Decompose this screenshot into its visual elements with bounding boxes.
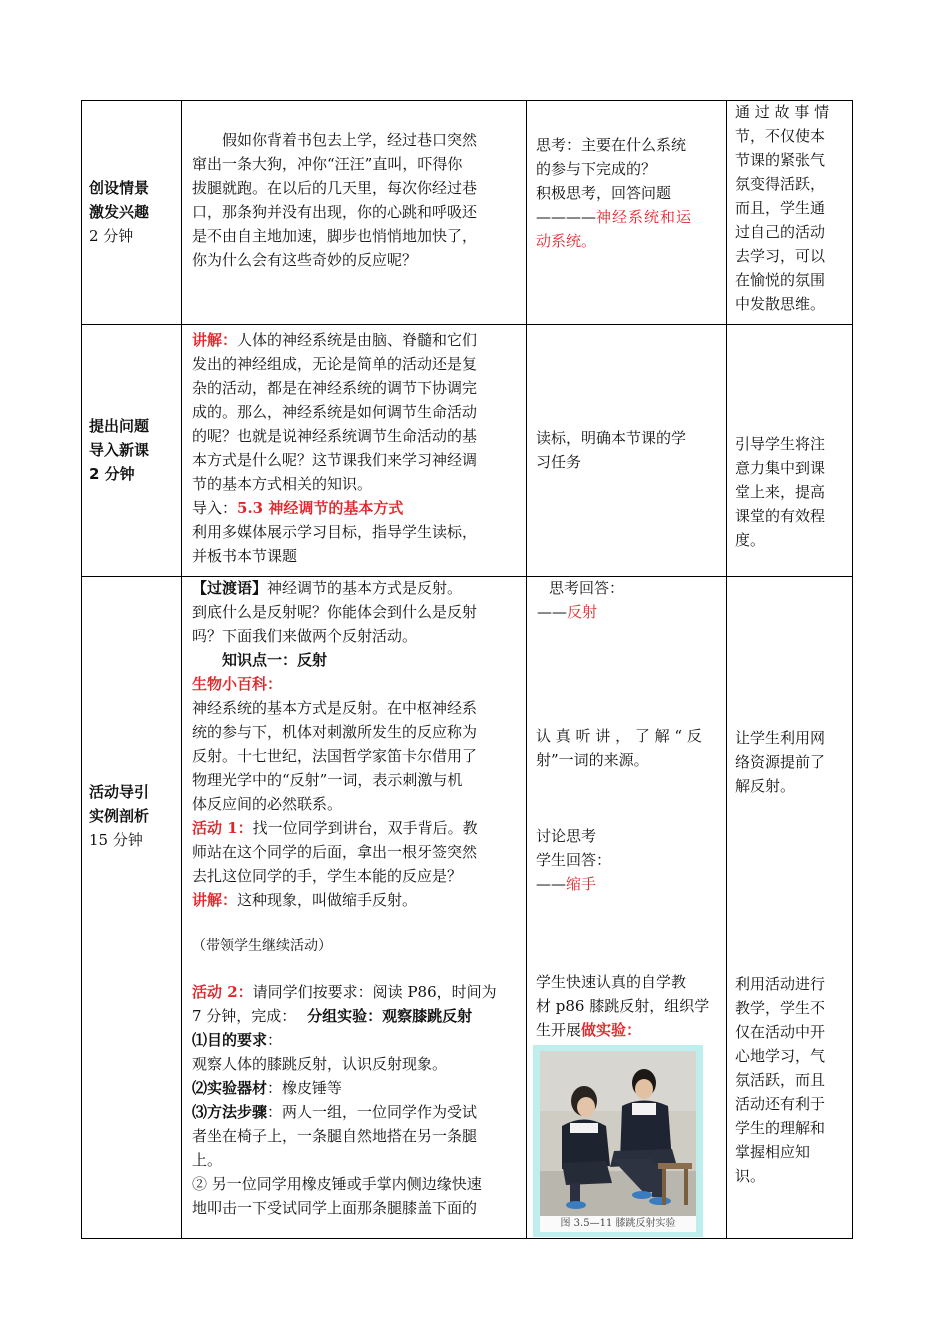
photo-caption: 图 3.5—11 膝跳反射实验: [540, 1216, 696, 1232]
design-intent-cell: [735, 972, 850, 1188]
text-line: 利用多媒体展示学习目标，指导学生读标，: [192, 523, 478, 541]
design-intent-cell: [735, 100, 850, 316]
text-line: 吗？下面我们来做两个反射活动。: [192, 627, 418, 645]
stage-cell: [89, 780, 179, 852]
text-line: 积极思考，回答问题: [536, 184, 672, 202]
text-line: 通 过 故 事 情: [735, 103, 830, 121]
text-line: 材 p86 膝跳反射，组织学: [536, 997, 710, 1015]
stage-cell: [89, 176, 179, 248]
text-line: 反射。十七世纪，法国哲学家笛卡尔借用了: [192, 747, 478, 765]
stage-title: 激发兴趣: [89, 203, 150, 221]
text-line: 解反射。: [735, 777, 796, 795]
student-activity-cell: [536, 824, 724, 896]
text-line: 教学，学生不: [735, 999, 826, 1017]
text-line: 杂的活动，都是在神经系统的调节下协调完: [192, 379, 478, 397]
text-line: 络资源提前了: [735, 753, 826, 771]
text-line: 而且，学生通: [735, 199, 826, 217]
text-line: 到底什么是反射呢？你能体会到什么是反射: [192, 603, 478, 621]
note-text: （带领学生继续活动）: [192, 938, 332, 954]
label-transition: 【过渡语】: [192, 579, 268, 597]
text-line: 的呢？也就是说神经系统调节生命活动的基: [192, 427, 478, 445]
photo-illustration: [540, 1051, 696, 1216]
stage-title: 提出问题: [89, 417, 150, 435]
text-line: 利用活动进行: [735, 975, 826, 993]
text-line: 课堂的有效程: [735, 507, 826, 525]
answer-text: 做实验：: [581, 1021, 642, 1039]
table-border-right: [852, 100, 853, 1239]
stage-duration: 2 分钟: [89, 465, 135, 483]
text-line: 堂上来，提高: [735, 483, 826, 501]
text-line: 人体的神经系统是由脑、脊髓和它们: [237, 331, 478, 349]
stage-title: 导入新课: [89, 441, 150, 459]
stage-duration: 2 分钟: [89, 227, 134, 245]
design-intent-cell: [735, 726, 850, 798]
text-line: 引导学生将注: [735, 435, 826, 453]
equipment-label: ⑵实验器材: [192, 1079, 268, 1097]
text-line: 是不由自主地加速，脚步也悄悄地加快了，: [192, 227, 478, 245]
text-line: 意力集中到课: [735, 459, 826, 477]
text-line: 读标，明确本节课的学: [536, 429, 687, 447]
text-line: 认 真 听 讲 ， 了 解 “ 反: [536, 727, 702, 745]
text-line: 7 分钟，完成：: [192, 1007, 297, 1025]
text-line: 度。: [735, 531, 766, 549]
encyclopedia-label: 生物小百科：: [192, 675, 283, 693]
text-line: 节的基本方式相关的知识。: [192, 475, 373, 493]
teacher-activity-cell-continued: [192, 934, 524, 1220]
text-line: 者坐在椅子上，一条腿自然地搭在另一条腿: [192, 1127, 478, 1145]
text-line: 师站在这个同学的后面，拿出一根牙签突然: [192, 843, 478, 861]
column-divider: [726, 100, 727, 1239]
text-line: ：橡皮锤等: [267, 1079, 343, 1097]
table-border-left: [81, 100, 82, 1239]
text-line: 思考回答：: [549, 579, 625, 597]
text-line: 活动还有利于: [735, 1095, 826, 1113]
text-line: 去学习，可以: [735, 247, 826, 265]
text-line: 统的参与下，机体对刺激所发生的反应称为: [192, 723, 478, 741]
text-line: 仅在活动中开: [735, 1023, 826, 1041]
teacher-activity-cell: [192, 128, 524, 272]
purpose-label: ⑴目的要求: [192, 1031, 268, 1049]
text-line: 找一位同学到讲台，双手背后。教: [252, 819, 478, 837]
text-line: 的参与下完成的？: [536, 160, 657, 178]
knowledge-point-title: 知识点一：反射: [222, 651, 328, 669]
text-line: 发出的神经组成，无论是简单的活动还是复: [192, 355, 478, 373]
teacher-activity-cell: [192, 576, 524, 912]
text-line: 让学生利用网: [735, 729, 826, 747]
text-colon: ：: [267, 1031, 283, 1049]
stage-title: 创设情景: [89, 179, 150, 197]
text-line: 掌握相应知: [735, 1143, 811, 1161]
text-line: 学生回答：: [536, 851, 612, 869]
text-line: 并板书本节课题: [192, 547, 298, 565]
text-line: 体反应间的必然联系。: [192, 795, 343, 813]
text-line: 中发散思维。: [735, 295, 826, 313]
student-activity-cell: [537, 576, 724, 624]
answer-text: 神经系统和运: [596, 208, 693, 226]
text-line: 射”一词的来源。: [536, 751, 649, 769]
text-line: 氛活跃，而且: [735, 1071, 826, 1089]
text-line: 这种现象，叫做缩手反射。: [237, 891, 418, 909]
text-line: 物理光学中的“反射”一词，表示刺激与机: [192, 771, 463, 789]
stage-cell: [89, 414, 179, 486]
stage-duration: 15 分钟: [89, 831, 143, 849]
stage-title: 活动导引: [89, 783, 150, 801]
text-line: 节课的紧张气: [735, 151, 826, 169]
text-line: 氛变得活跃，: [735, 175, 826, 193]
method-label: ⑶方法步骤: [192, 1103, 268, 1121]
dash: ——: [536, 875, 566, 893]
student-activity-cell: [536, 724, 724, 772]
text-line: 识。: [735, 1167, 766, 1185]
label-intro: 导入：: [192, 499, 238, 517]
text-line: 习任务: [536, 453, 582, 471]
table-border-bottom: [81, 1238, 853, 1239]
text-line: 生开展: [536, 1021, 582, 1039]
text-line: 节，不仅使本: [735, 127, 826, 145]
teacher-activity-cell: [192, 328, 524, 568]
text-line: 讨论思考: [536, 827, 597, 845]
label-explain: 讲解：: [192, 891, 238, 909]
dash: ——: [537, 603, 567, 621]
text-line: 去扎这位同学的手，学生本能的反应是？: [192, 867, 463, 885]
stage-title: 实例剖析: [89, 807, 150, 825]
text-line: 观察人体的膝跳反射，认识反射现象。: [192, 1055, 448, 1073]
student-activity-cell: [536, 970, 724, 1042]
label-activity-1: 活动 1：: [192, 819, 253, 837]
answer-text: 反射: [567, 603, 598, 621]
text-line: 上。: [192, 1151, 223, 1169]
text-line: 拔腿就跑。在以后的几天里，每次你经过巷: [192, 179, 478, 197]
text-line: 心地学习，气: [735, 1047, 826, 1065]
text-line: 在愉悦的氛围: [735, 271, 826, 289]
text-line: 口，那条狗并没有出现，你的心跳和呼吸还: [192, 203, 478, 221]
experiment-title: 分组实验：观察膝跳反射: [307, 1007, 473, 1025]
text-line: 请同学们按要求：阅读 P86，时间为: [252, 983, 497, 1001]
text-line: 假如你背着书包去上学，经过巷口突然: [222, 131, 478, 149]
text-line: 你为什么会有这些奇妙的反应呢？: [192, 251, 418, 269]
text-line: ：两人一组，一位同学作为受试: [267, 1103, 478, 1121]
label-activity-2: 活动 2：: [192, 983, 253, 1001]
text-line: 思考：主要在什么系统: [536, 136, 687, 154]
dash: ————: [536, 208, 596, 226]
text-line: 神经调节的基本方式是反射。: [267, 579, 463, 597]
column-divider: [181, 100, 182, 1239]
lesson-title: 5.3 神经调节的基本方式: [237, 499, 404, 517]
design-intent-cell: [735, 432, 850, 552]
text-line: 成的。那么，神经系统是如何调节生命活动: [192, 403, 478, 421]
text-line: ② 另一位同学用橡皮锤或手掌内侧边缘快速: [192, 1175, 482, 1193]
student-activity-cell: [536, 133, 724, 253]
lesson-table: [81, 100, 853, 1239]
text-line: 地叩击一下受试同学上面那条腿膝盖下面的: [192, 1199, 478, 1217]
column-divider: [526, 100, 527, 1239]
text-line: 学生快速认真的自学教: [536, 973, 687, 991]
row-divider: [81, 324, 853, 325]
photo-image: [540, 1051, 696, 1216]
text-line: 过自己的活动: [735, 223, 826, 241]
text-line: 窜出一条大狗，冲你“汪汪”直叫，吓得你: [192, 155, 463, 173]
knee-jerk-photo: [533, 1045, 703, 1237]
answer-text: 动系统。: [536, 232, 597, 250]
text-line: 学生的理解和: [735, 1119, 826, 1137]
text-line: 神经系统的基本方式是反射。在中枢神经系: [192, 699, 478, 717]
student-activity-cell: [536, 426, 724, 474]
label-explain: 讲解：: [192, 331, 238, 349]
answer-text: 缩手: [566, 875, 597, 893]
text-line: 本方式是什么呢？这节课我们来学习神经调: [192, 451, 478, 469]
